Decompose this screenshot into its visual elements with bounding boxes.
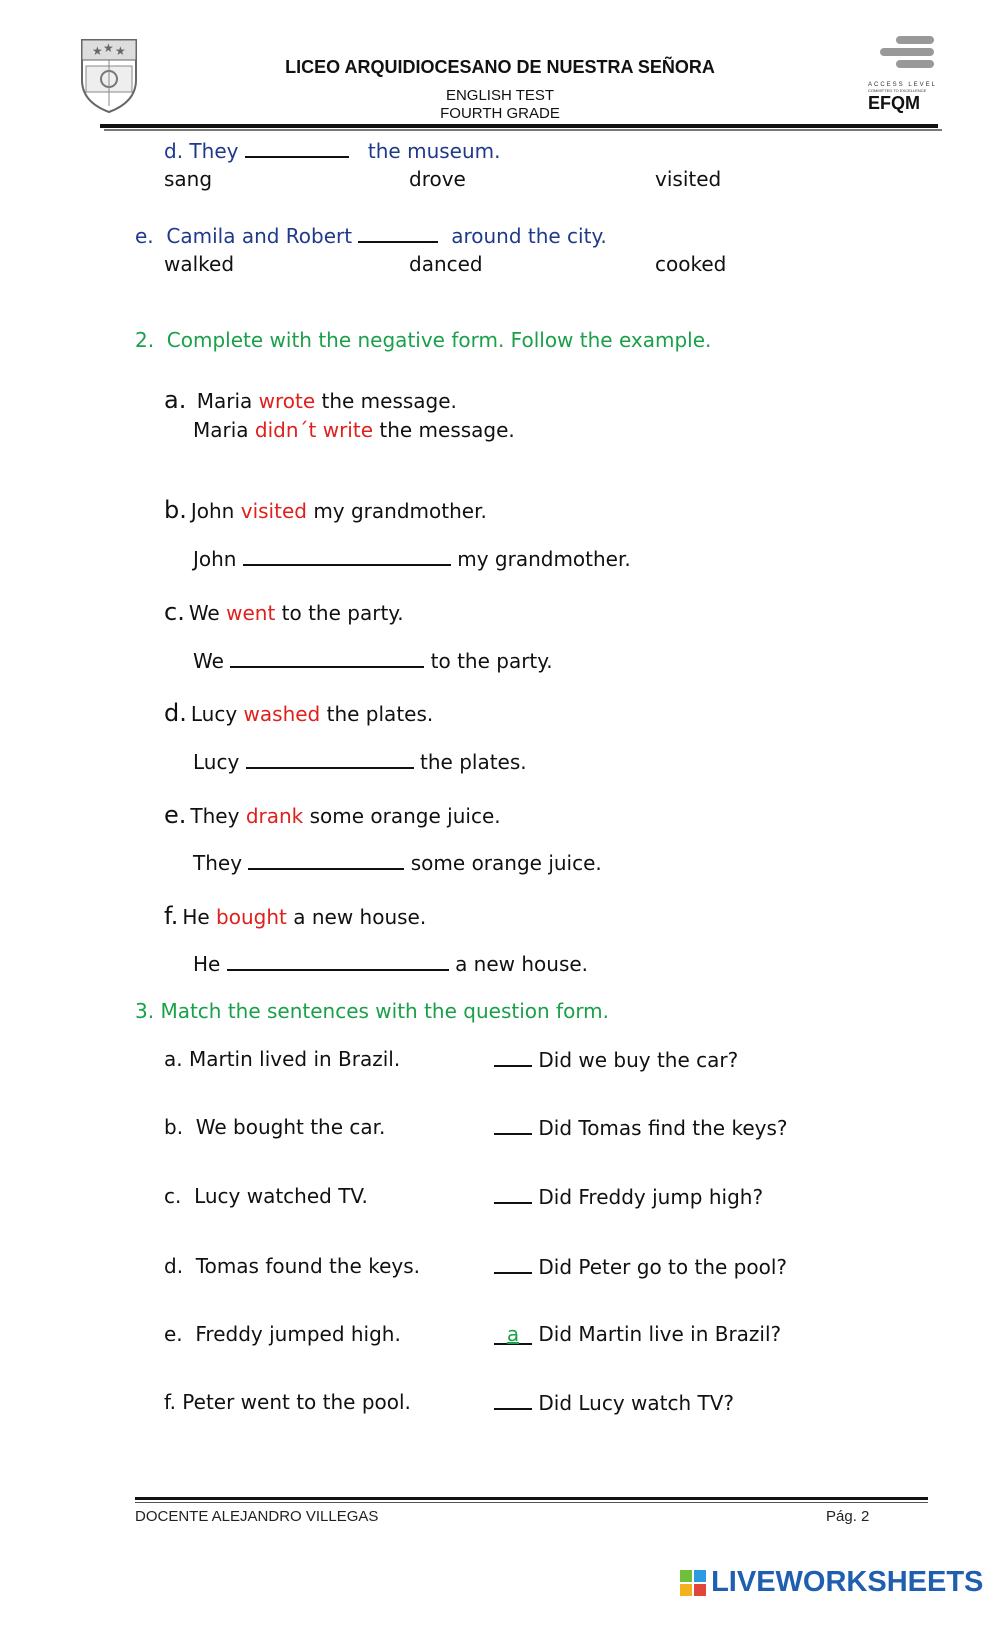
item-e-answer-rest: some orange juice.: [410, 851, 602, 875]
match-right-6: [494, 1390, 734, 1415]
item-d-blank[interactable]: [246, 749, 414, 769]
item-c-answer-subject: We: [193, 649, 224, 673]
item-e-rest: some orange juice.: [309, 804, 501, 828]
match-answer-2[interactable]: [494, 1115, 532, 1135]
item-c-verb: went: [226, 601, 276, 625]
match-question-4: Did Peter go to the pool?: [538, 1255, 787, 1279]
example-verb: wrote: [258, 389, 316, 413]
efqm-access-level: ACCESS LEVEL: [868, 82, 938, 88]
item-f-blank[interactable]: [227, 951, 449, 971]
item-f-answer: [193, 951, 588, 976]
example-ans-post: the message.: [373, 418, 515, 442]
item-d-letter: d.: [164, 699, 187, 727]
liveworksheets-icon: [680, 1570, 706, 1596]
item-d-answer-rest: the plates.: [420, 750, 527, 774]
item-d-sentence: [164, 699, 433, 727]
item-b-blank[interactable]: [243, 546, 451, 566]
item-e-letter: e.: [164, 801, 187, 829]
item-c-sentence: [164, 598, 404, 626]
match-question-1: Did we buy the car?: [538, 1048, 739, 1072]
match-question-2: Did Tomas find the keys?: [538, 1116, 788, 1140]
match-left-e: e. Freddy jumped high.: [164, 1322, 401, 1346]
item-b-verb: visited: [240, 499, 307, 523]
section2-title: 2. Complete with the negative form. Follow the example.: [135, 328, 712, 352]
item-b-sentence: [164, 496, 487, 524]
example-ans-pre: Maria: [193, 418, 255, 442]
option-e-3[interactable]: cooked: [655, 252, 727, 276]
item-b-subject: John: [190, 499, 235, 523]
item-d-answer-subject: Lucy: [193, 750, 240, 774]
item-b-answer-subject: John: [193, 547, 237, 571]
item-f-verb: bought: [216, 905, 287, 929]
match-right-2: [494, 1115, 788, 1140]
match-answer-3[interactable]: [494, 1184, 532, 1204]
item-f-subject: He: [182, 905, 210, 929]
item-f-letter: f.: [164, 902, 179, 930]
item-b-answer-rest: my grandmother.: [457, 547, 631, 571]
item-e-verb: drank: [245, 804, 304, 828]
item-f-rest: a new house.: [293, 905, 427, 929]
item-e-answer-subject: They: [193, 851, 243, 875]
footer-rule: [135, 1497, 928, 1500]
question-e-subject: Camila and Robert: [166, 224, 353, 248]
item-e-answer: [193, 850, 602, 875]
question-d-blank[interactable]: [245, 138, 349, 158]
match-answer-6[interactable]: [494, 1390, 532, 1410]
option-e-2[interactable]: danced: [409, 252, 483, 276]
question-d-subject: They: [189, 139, 239, 163]
item-c-subject: We: [188, 601, 220, 625]
match-left-c: c. Lucy watched TV.: [164, 1184, 368, 1208]
item-b-answer: [193, 546, 631, 571]
question-e-blank[interactable]: [358, 223, 438, 243]
match-left-f: f. Peter went to the pool.: [164, 1390, 411, 1414]
item-c-answer-rest: to the party.: [430, 649, 553, 673]
match-question-6: Did Lucy watch TV?: [538, 1391, 735, 1415]
item-b-rest: my grandmother.: [313, 499, 487, 523]
example-pre: Maria: [196, 389, 259, 413]
svg-text:★: ★: [92, 44, 103, 58]
item-d-subject: Lucy: [190, 702, 238, 726]
liveworksheets-logo[interactable]: [680, 1566, 983, 1600]
match-question-5: Did Martin live in Brazil?: [538, 1322, 782, 1346]
header-rule: [100, 124, 938, 128]
efqm-committed: COMMITTED TO EXCELLENCE: [868, 88, 927, 93]
match-right-1: [494, 1047, 738, 1072]
item-c-letter: c.: [164, 598, 185, 626]
school-name: LICEO ARQUIDIOCESANO DE NUESTRA SEÑORA: [285, 57, 715, 77]
match-left-a: a. Martin lived in Brazil.: [164, 1047, 401, 1071]
item-e-blank[interactable]: [248, 850, 404, 870]
footer-teacher: DOCENTE ALEJANDRO VILLEGAS: [135, 1508, 379, 1525]
svg-text:★: ★: [103, 41, 114, 55]
item-c-answer: [193, 648, 553, 673]
match-question-3: Did Freddy jump high?: [538, 1185, 764, 1209]
item-f-answer-subject: He: [193, 952, 221, 976]
item-f-sentence: [164, 902, 426, 930]
item-e-sentence: [164, 801, 501, 829]
match-left-d: d. Tomas found the keys.: [164, 1254, 420, 1278]
match-right-4: [494, 1254, 787, 1279]
question-d-rest: the museum.: [367, 139, 501, 163]
item-d-answer: [193, 749, 527, 774]
example-sentence: [164, 386, 457, 414]
header-rule-shadow: [104, 129, 942, 131]
item-f-answer-rest: a new house.: [455, 952, 589, 976]
item-d-verb: washed: [243, 702, 321, 726]
efqm-logo: [868, 34, 938, 114]
question-e: [135, 223, 607, 248]
question-e-rest: around the city.: [451, 224, 607, 248]
item-b-letter: b.: [164, 496, 187, 524]
option-d-2[interactable]: drove: [409, 167, 466, 191]
match-answer-1[interactable]: [494, 1047, 532, 1067]
option-d-1[interactable]: sang: [164, 167, 213, 191]
section3-title: 3. Match the sentences with the question form.: [135, 999, 610, 1023]
liveworksheets-wordmark: LIVEWORKSHEETS: [711, 1566, 984, 1598]
item-c-rest: to the party.: [281, 601, 404, 625]
example-letter: a.: [164, 386, 187, 414]
item-e-subject: They: [190, 804, 240, 828]
match-answer-5[interactable]: a: [494, 1325, 532, 1345]
question-d: [164, 138, 500, 163]
item-c-blank[interactable]: [230, 648, 424, 668]
grade-title: FOURTH GRADE: [440, 105, 560, 122]
option-d-3[interactable]: visited: [655, 167, 722, 191]
efqm-brand: EFQM: [868, 93, 920, 113]
footer-rule-thin: [135, 1502, 928, 1503]
item-d-rest: the plates.: [326, 702, 434, 726]
example-post: the message.: [315, 389, 457, 413]
example-answer: [193, 418, 515, 442]
option-e-1[interactable]: walked: [164, 252, 235, 276]
example-ans-verb: didn´t write: [254, 418, 374, 442]
question-e-label: e.: [135, 224, 154, 248]
match-right-3: [494, 1184, 763, 1209]
match-left-b: b. We bought the car.: [164, 1115, 386, 1139]
svg-text:★: ★: [115, 44, 126, 58]
match-answer-4[interactable]: [494, 1254, 532, 1274]
test-title: ENGLISH TEST: [445, 87, 555, 104]
question-d-label: d.: [164, 139, 184, 163]
match-right-5: [494, 1322, 781, 1346]
footer-page-number: Pág. 2: [826, 1508, 870, 1525]
